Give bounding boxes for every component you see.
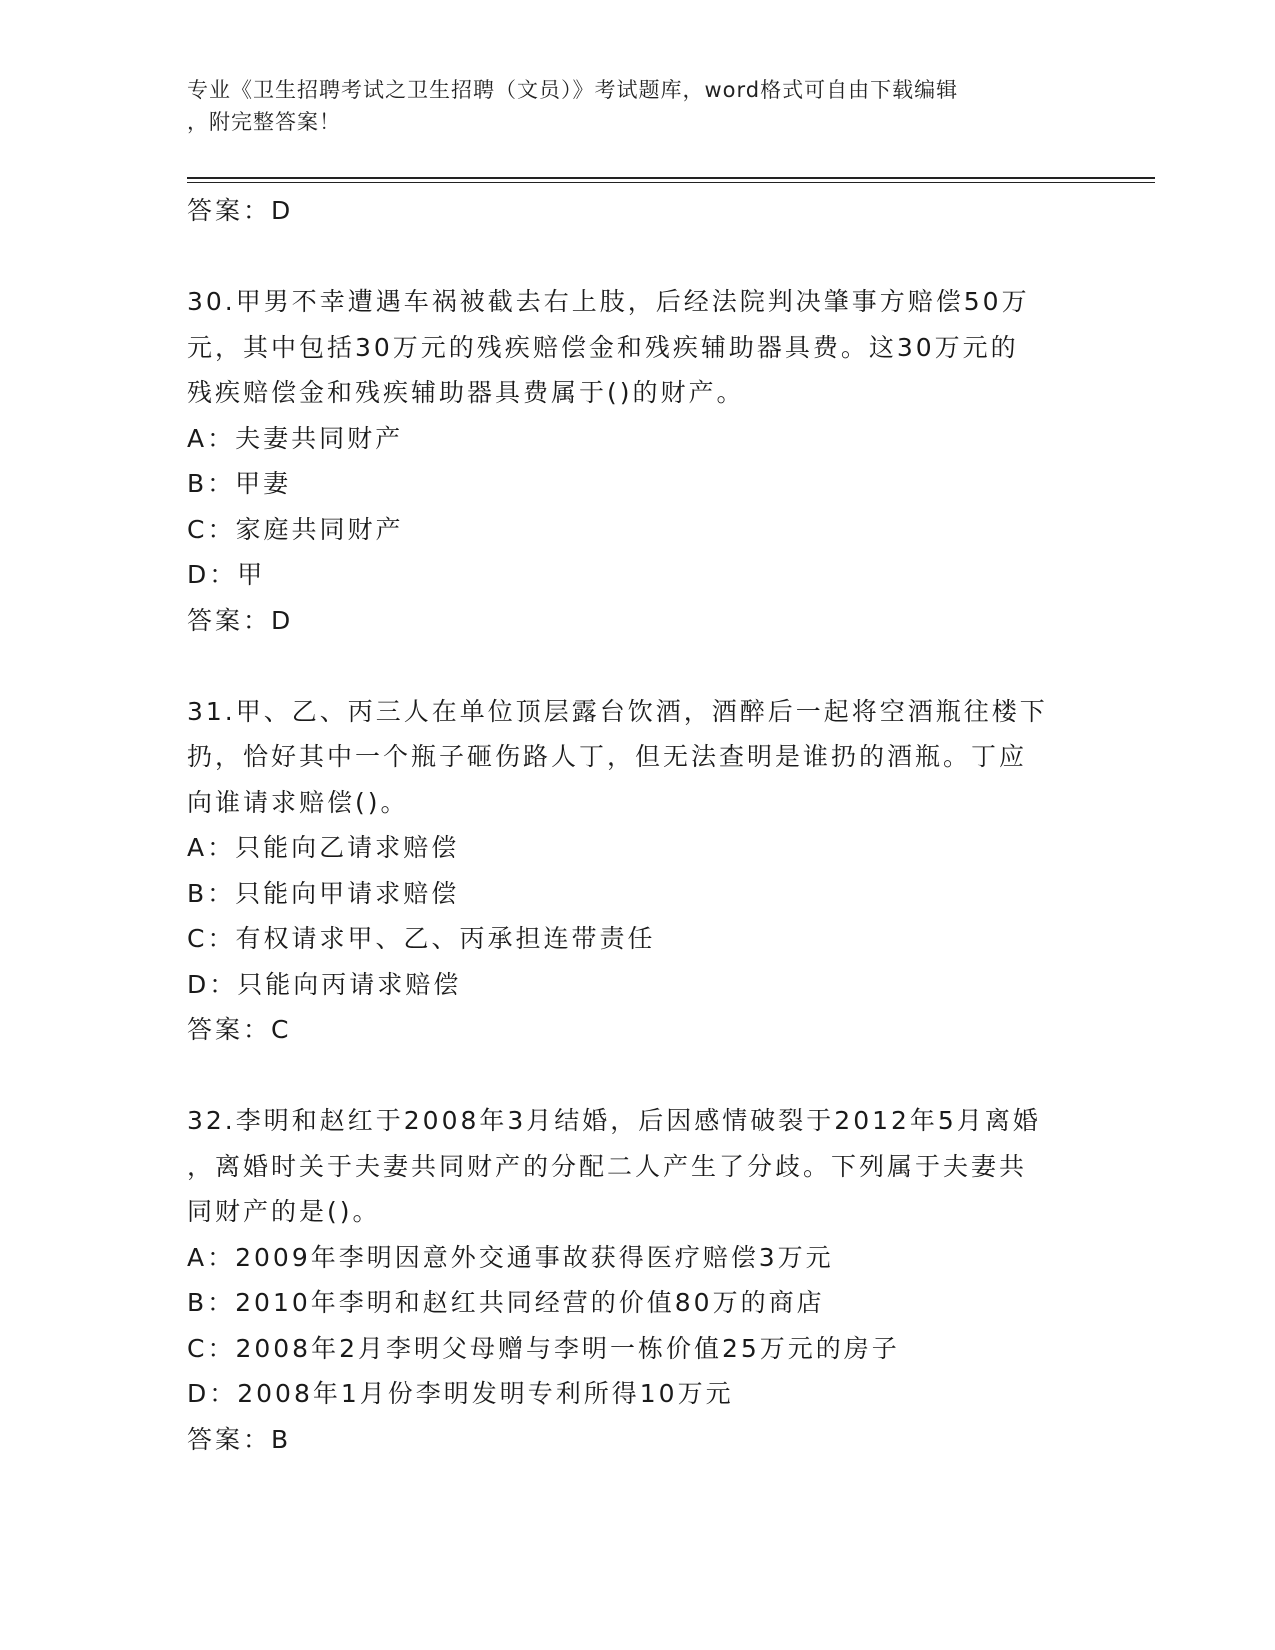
- option-c: C：2008年2月李明父母赠与李明一栋价值25万元的房子: [187, 1333, 900, 1363]
- question-stem-line: 同财产的是()。: [187, 1197, 381, 1226]
- page-header: [187, 74, 1067, 138]
- header-divider-thin: [187, 182, 1155, 183]
- question-stem-line: ，离婚时关于夫妻共同财产的分配二人产生了分歧。下列属于夫妻共: [187, 1151, 1028, 1181]
- option-a: A：只能向乙请求赔偿: [187, 833, 460, 862]
- question-stem-line: 残疾赔偿金和残疾辅助器具费属于()的财产。: [187, 378, 745, 407]
- answer: 答案：D: [187, 605, 294, 635]
- header-line-1: 专业《卫生招聘考试之卫生招聘（文员）》考试题库，word格式可自由下载编辑: [187, 78, 959, 102]
- header-line-2: ，附完整答案！: [187, 110, 341, 134]
- spacer: [187, 234, 1067, 280]
- header-divider-thick: [187, 177, 1155, 179]
- option-b: B：2010年李明和赵红共同经营的价值80万的商店: [187, 1288, 825, 1317]
- spacer: [187, 1053, 1067, 1099]
- question-30: [187, 279, 1067, 643]
- question-stem-line: 31.甲、乙、丙三人在单位顶层露台饮酒，酒醉后一起将空酒瓶往楼下: [187, 696, 1048, 726]
- option-a: A：夫妻共同财产: [187, 423, 404, 453]
- answer-previous: 答案：D: [187, 196, 294, 225]
- option-a: A：2009年李明因意外交通事故获得医疗赔偿3万元: [187, 1242, 834, 1272]
- option-c: C：家庭共同财产: [187, 514, 404, 544]
- question-stem-line: 30.甲男不幸遭遇车祸被截去右上肢，后经法院判决肇事方赔偿50万: [187, 287, 1030, 316]
- question-31: [187, 689, 1067, 1053]
- answer: 答案：C: [187, 1015, 292, 1044]
- option-d: D：2008年1月份李明发明专利所得10万元: [187, 1379, 734, 1408]
- option-b: B：只能向甲请求赔偿: [187, 878, 460, 908]
- spacer: [187, 643, 1067, 689]
- question-stem-line: 扔，恰好其中一个瓶子砸伤路人丁，但无法查明是谁扔的酒瓶。丁应: [187, 742, 1028, 771]
- option-c: C：有权请求甲、乙、丙承担连带责任: [187, 924, 656, 953]
- question-stem-line: 32.李明和赵红于2008年3月结婚，后因感情破裂于2012年5月离婚: [187, 1106, 1041, 1135]
- question-stem-line: 元，其中包括30万元的残疾赔偿金和残疾辅助器具费。这30万元的: [187, 332, 1019, 362]
- question-stem-line: 向谁请求赔偿()。: [187, 787, 409, 817]
- question-list: [187, 188, 1067, 1462]
- option-d: D：甲: [187, 560, 266, 589]
- option-d: D：只能向丙请求赔偿: [187, 969, 462, 999]
- question-32: [187, 1098, 1067, 1462]
- option-b: B：甲妻: [187, 469, 292, 498]
- answer: 答案：B: [187, 1424, 292, 1454]
